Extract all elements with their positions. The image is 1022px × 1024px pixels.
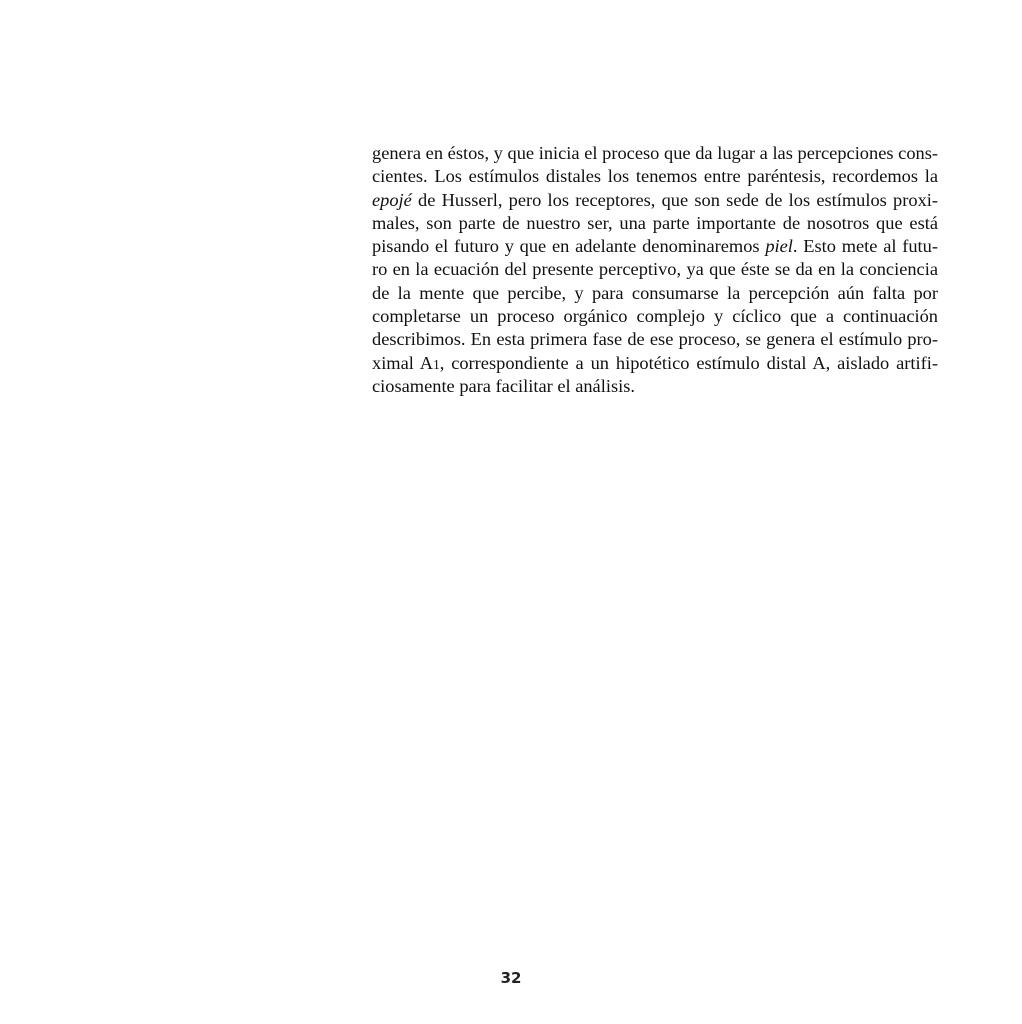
text-line (372, 282, 938, 305)
text-line (372, 352, 938, 375)
text-run: de la mente que percibe, y para consumarse la percepción aún falta por (372, 282, 938, 303)
text-run: , correspondiente a un hipotético estímulo distal A, aislado artifi- (439, 352, 938, 373)
text-line (372, 165, 938, 188)
text-run: . Esto mete al futu- (792, 236, 938, 257)
text-line (372, 212, 938, 235)
text-line (372, 189, 938, 212)
text-line (372, 258, 938, 281)
text-line (372, 375, 938, 398)
text-line (372, 328, 938, 351)
text-run: ximal A (372, 352, 434, 373)
text-run: males, son parte de nuestro ser, una parte importante de nosotros que está (372, 212, 938, 233)
text-run: describimos. En esta primera fase de ese proceso, se genera el estímulo pro- (372, 329, 938, 350)
text-run: ciosamente para facilitar el análisis. (372, 375, 635, 396)
page-number: 32 (500, 969, 522, 987)
body-paragraph (372, 142, 938, 398)
text-run: completarse un proceso orgánico complejo y cíclico que a continuación (372, 306, 938, 327)
text-run: ro en la ecuación del presente perceptivo, ya que éste se da en la conciencia (372, 259, 938, 280)
italic-term: epojé (372, 189, 412, 210)
text-line (372, 235, 938, 258)
italic-term: piel (765, 236, 793, 257)
text-line (372, 305, 938, 328)
text-run: de Husserl, pero los receptores, que son sede de los estímulos proxi- (411, 189, 938, 210)
subscript-figure: 1 (433, 356, 440, 372)
text-run: pisando el futuro y que en adelante denominaremos (372, 236, 766, 257)
text-run: genera en éstos, y que inicia el proceso que da lugar a las percepciones cons- (372, 143, 938, 163)
text-line (372, 142, 938, 165)
text-run: cientes. Los estímulos distales los tenemos entre paréntesis, recordemos la (372, 166, 938, 187)
